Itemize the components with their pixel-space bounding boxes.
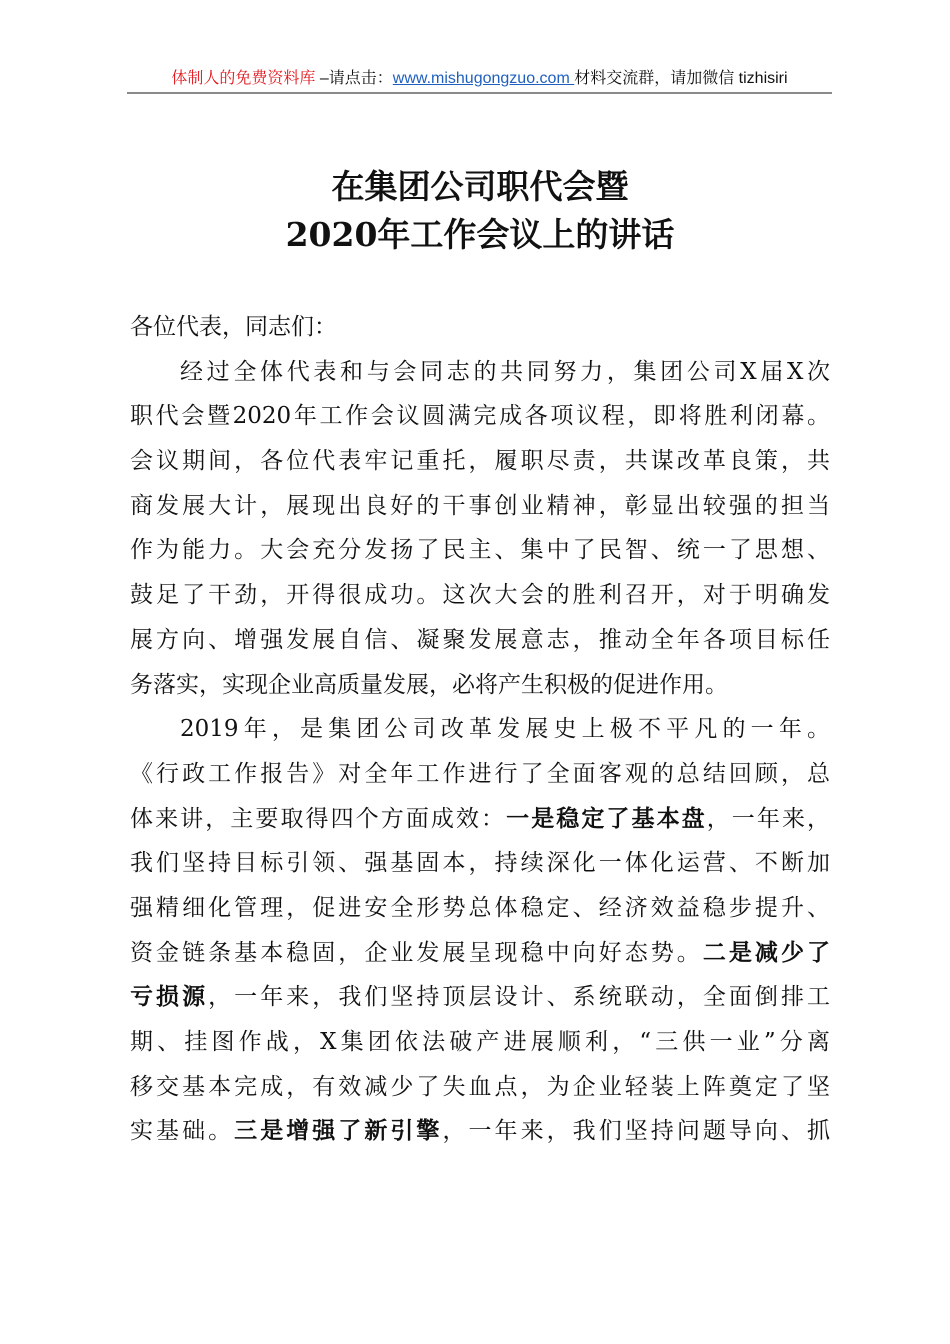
- text-line: [130, 484, 830, 529]
- text-line: [130, 752, 830, 797]
- paragraph: [130, 707, 830, 1154]
- text-run: 《行政工作报告》对全年工作进行了全面客观的总结回顾，总: [130, 760, 830, 787]
- paragraph: [130, 350, 830, 708]
- text-line: [130, 439, 830, 484]
- text-run: ，一年来，我们坚持顶层设计、系统联动，全面倒排工: [208, 984, 831, 1011]
- text-run: 商发展大计，展现出良好的干事创业精神，彰显出较强的担当: [130, 492, 830, 519]
- bold-text: 一是稳定了基本盘: [506, 804, 707, 832]
- text-line: [130, 528, 830, 573]
- text-line: [130, 1109, 830, 1154]
- text-run: 期、挂图作战，X集团依法破产进展顺利，“三供一业”分离: [130, 1029, 830, 1055]
- bold-text: 亏损源: [130, 983, 209, 1011]
- bold-text: 二是减少了: [702, 938, 831, 966]
- text-run: 资金链条基本稳固，企业发展呈现稳中向好态势。: [130, 939, 703, 966]
- text-run: 移交基本完成，有效减少了失血点，为企业轻装上阵奠定了坚: [130, 1073, 830, 1100]
- text-run: 务落实，实现企业高质量发展，必将产生积极的促进作用。: [130, 671, 728, 698]
- title-line-1: 在集团公司职代会暨: [331, 167, 629, 206]
- text-run: 展方向、增强发展自信、凝聚发展意志，推动全年各项目标任: [130, 626, 830, 653]
- text-run: 强精细化管理，促进安全形势总体稳定、经济效益稳步提升、: [130, 894, 830, 921]
- text-line: [130, 931, 830, 976]
- text-line: [130, 1020, 830, 1065]
- bold-text: 三是增强了新引擎: [234, 1117, 443, 1145]
- text-line: [130, 886, 830, 931]
- text-line: [130, 618, 830, 663]
- header-prompt: –请点击：: [315, 70, 393, 87]
- text-line: [130, 394, 830, 439]
- text-run: 2019年，是集团公司改革发展史上极不平凡的一年。: [180, 716, 830, 743]
- text-line: [130, 350, 830, 395]
- salutation: 各位代表，同志们：: [130, 314, 337, 340]
- text-run: 体来讲，主要取得四个方面成效：: [130, 805, 507, 832]
- text-run: 会议期间，各位代表牢记重托，履职尽责，共谋改革良策，共: [130, 448, 830, 475]
- text-line: [130, 573, 830, 618]
- text-run: 鼓足了干劲，开得很成功。这次大会的胜利召开，对于明确发: [130, 582, 830, 609]
- text-run: 实基础。: [130, 1118, 235, 1145]
- text-line: [130, 975, 830, 1020]
- document-body: [130, 305, 830, 1154]
- text-run: 我们坚持目标引领、强基固本，持续深化一体化运营、不断加: [130, 850, 830, 877]
- text-run: 职代会暨2020年工作会议圆满完成各项议程，即将胜利闭幕。: [130, 403, 830, 430]
- text-line: [130, 663, 830, 708]
- header-link[interactable]: www.mishugongzuo.com: [392, 70, 575, 87]
- text-line: [130, 707, 830, 752]
- header-tail: 材料交流群，请加微信 tizhisiri: [574, 70, 788, 87]
- document-title: [0, 163, 950, 259]
- text-line: [130, 841, 830, 886]
- text-run: ，一年来，我们坚持问题导向、抓: [442, 1118, 831, 1145]
- header-brand: 体制人的免费资料库: [171, 70, 316, 87]
- text-line: [130, 797, 830, 842]
- text-run: ，一年来，: [706, 805, 831, 832]
- text-run: 作为能力。大会充分发扬了民主、集中了民智、统一了思想、: [130, 537, 830, 564]
- text-run: 经过全体代表和与会同志的共同努力，集团公司X届X次: [180, 358, 830, 385]
- title-line-2: 2020年工作会议上的讲话: [285, 215, 675, 254]
- page-header: [127, 66, 832, 94]
- text-line: [130, 1065, 830, 1110]
